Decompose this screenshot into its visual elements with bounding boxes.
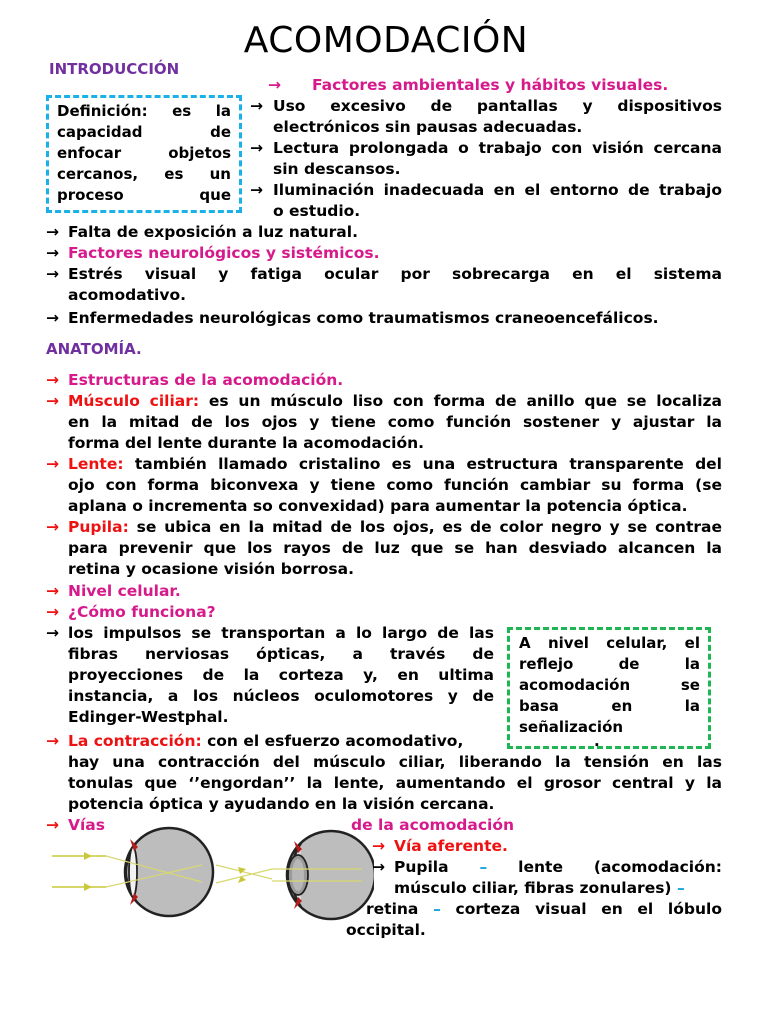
arrow-icon: →: [46, 603, 59, 621]
note-line: señalización: [519, 718, 624, 736]
term-label: Pupila:: [68, 518, 129, 536]
arrow-icon: →: [46, 371, 59, 389]
arrow-icon: →: [46, 223, 59, 241]
dash-separator: –: [479, 858, 488, 876]
section-heading-anatomy: ANATOMÍA.: [46, 340, 142, 358]
accommodation-eyes-illustration: [44, 825, 374, 925]
arrow-icon: →: [46, 624, 59, 642]
page-title: ACOMODACIÓN: [243, 20, 529, 61]
arrow-icon: →: [372, 858, 385, 876]
arrow-icon: →: [46, 244, 59, 262]
definition-line: proceso que: [57, 186, 231, 204]
arrow-icon: →: [250, 181, 263, 199]
eye-diagram-distance: [52, 828, 213, 916]
term-label: Músculo ciliar:: [68, 392, 200, 410]
arrow-icon: →: [46, 582, 59, 600]
definition-line: capacidad de: [57, 123, 231, 141]
arrow-icon: →: [46, 392, 59, 410]
dash-separator: –: [433, 900, 441, 918]
note-line: A nivel celular, el: [519, 634, 700, 652]
arrow-icon: →: [46, 816, 59, 834]
arrow-icon: →: [46, 309, 59, 327]
note-line: reflejo de la: [519, 655, 700, 673]
definition-line: enfocar objetos: [57, 144, 231, 162]
arrow-icon: →: [46, 455, 59, 473]
arrow-icon: →: [268, 76, 281, 94]
note-line: .: [594, 732, 600, 750]
section-heading-introduction: INTRODUCCIÓN: [49, 60, 180, 78]
arrow-icon: →: [46, 265, 59, 283]
definition-line: Definición: es la: [57, 102, 231, 120]
arrow-icon: →: [46, 518, 59, 536]
eye-diagram-near: [216, 831, 374, 919]
arrow-icon: →: [46, 732, 59, 750]
arrow-icon: →: [372, 837, 385, 855]
arrow-icon: →: [250, 97, 263, 115]
afferent-path-line: occipital.: [346, 921, 426, 939]
term-label: Lente:: [68, 455, 124, 473]
afferent-path-line: retina – corteza visual en el lóbulo: [366, 900, 722, 918]
definition-line: cercanos, es un: [57, 165, 231, 183]
definition-box: [46, 95, 242, 213]
note-line: acomodación se: [519, 676, 700, 694]
arrow-icon: →: [250, 139, 263, 157]
note-line: basa en la: [519, 697, 700, 715]
afferent-path-line: músculo ciliar, fibras zonulares) –: [394, 879, 685, 897]
dash-separator: –: [676, 879, 685, 897]
term-label: La contracción:: [68, 732, 202, 750]
